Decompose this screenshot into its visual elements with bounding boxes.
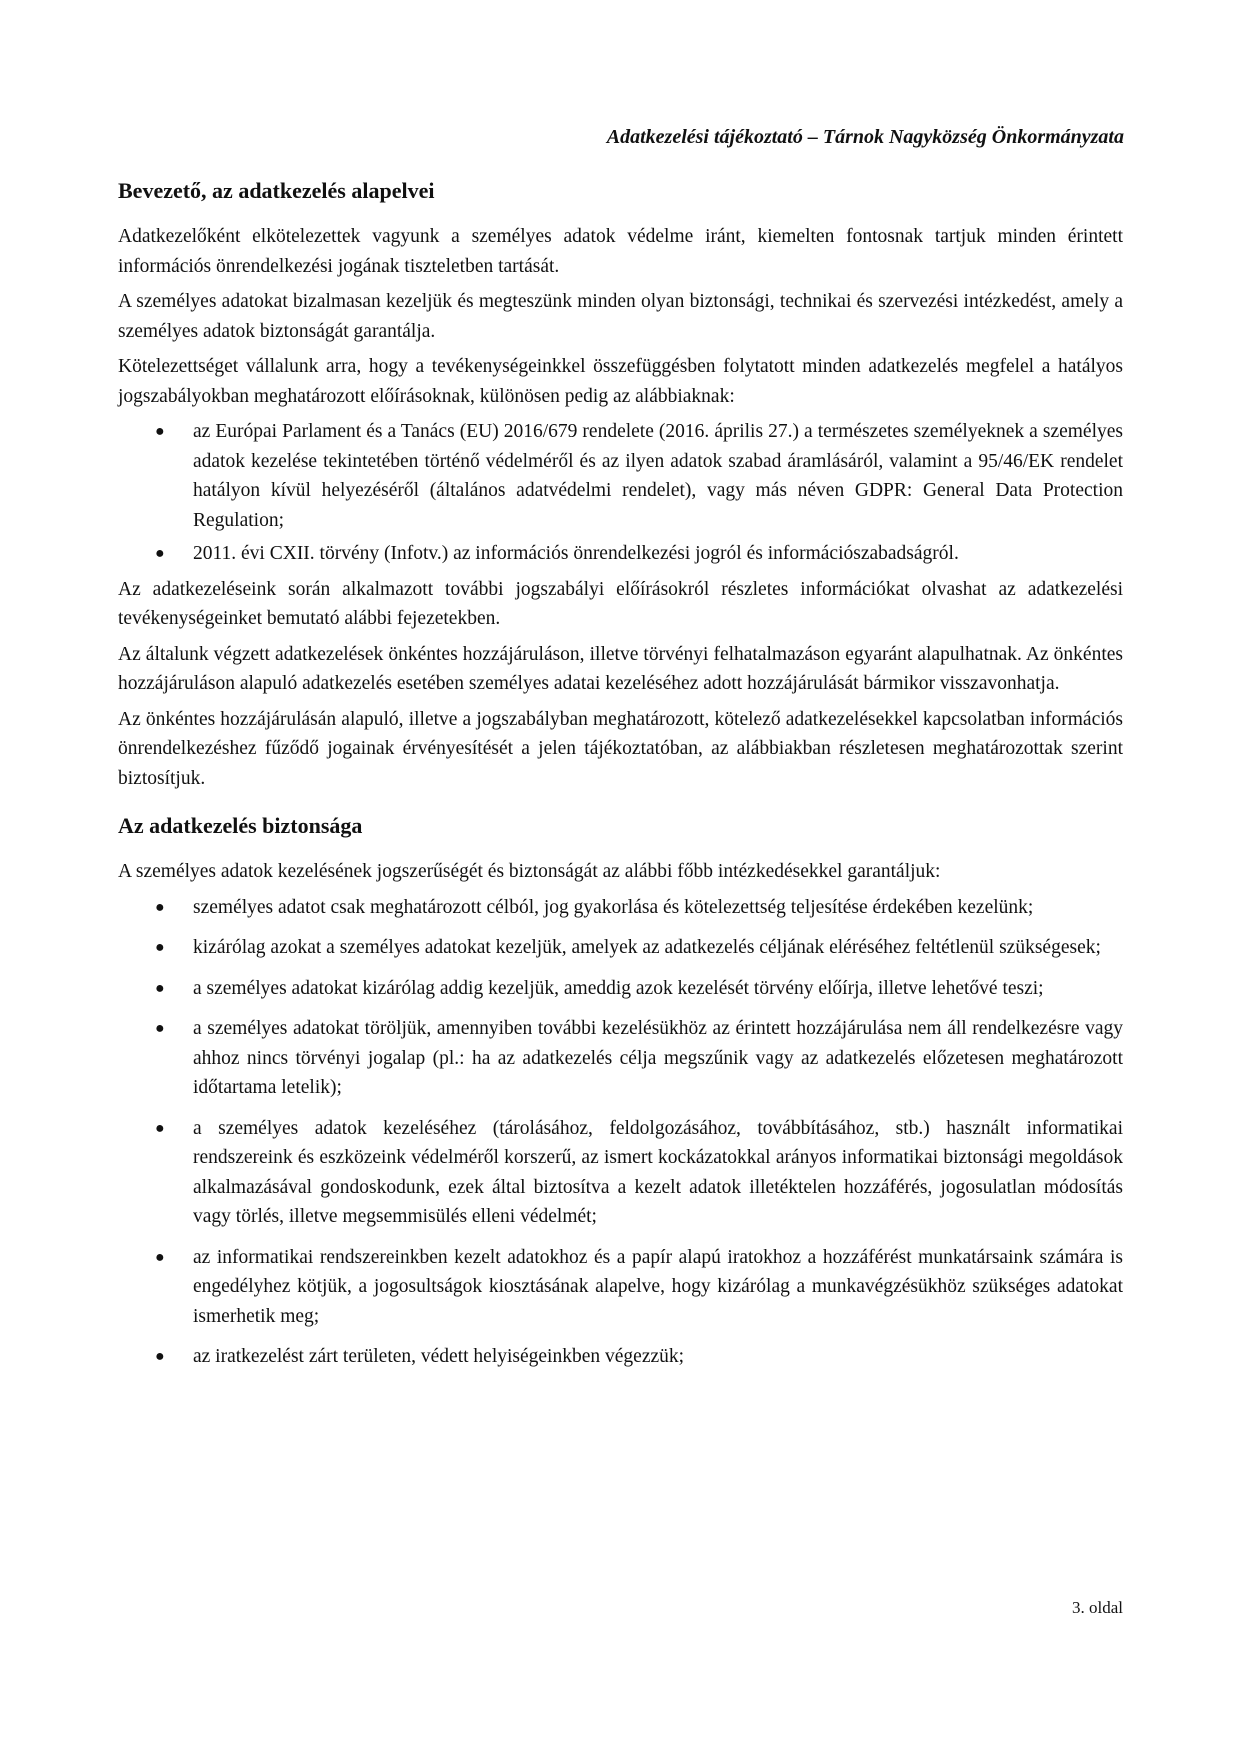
list-item: ● a személyes adatokat töröljük, amennyiben további kezelésükhöz az érintett hozzájárulása nem áll rendelkezésre vagy ahhoz nincs törvényi jogalap (pl.: ha az adatkezelés célja megszűnik vagy az adatkezelés előzetesen meghatározott időtartama letelik); bbox=[118, 1014, 1123, 1103]
security-measures-list bbox=[118, 893, 1123, 1372]
bullet-icon: ● bbox=[155, 898, 165, 916]
list-item: ● a személyes adatokat kizárólag addig kezeljük, ameddig azok kezelését törvény előírja, illetve lehetővé teszi; bbox=[118, 974, 1123, 1004]
list-item: ● 2011. évi CXII. törvény (Infotv.) az információs önrendelkezési jogról és információszabadságról. bbox=[118, 539, 1123, 569]
bullet-icon: ● bbox=[155, 939, 165, 956]
bullet-icon: ● bbox=[155, 979, 165, 997]
bullet-icon: ● bbox=[155, 1020, 165, 1037]
bullet-icon: ● bbox=[155, 545, 165, 562]
paragraph: Adatkezelőként elkötelezettek vagyunk a személyes adatok védelme iránt, kiemelten fontosnak tartjuk minden érintett információs önrendelkezési jogának tiszteletben tartását. bbox=[118, 226, 1123, 277]
list-item: ● az iratkezelést zárt területen, védett helyiségeinkben végezzük; bbox=[118, 1342, 1123, 1372]
paragraph: A személyes adatok kezelésének jogszerűségét és biztonságát az alábbi főbb intézkedésekkel garantáljuk: bbox=[118, 861, 941, 882]
paragraph: Az önkéntes hozzájárulásán alapuló, illetve a jogszabályban meghatározott, kötelező adatkezelésekkel kapcsolatban információs önrendelkezéshez fűződő jogainak érvényesítését a jelen tájékoztatóban, az alábbiakban részletesen meghatározottak szerint biztosítjuk. bbox=[118, 708, 1123, 789]
page-number: 3. oldal bbox=[1072, 1598, 1123, 1617]
list-item: ● az Európai Parlament és a Tanács (EU) 2016/679 rendelete (2016. április 27.) a természetes személyeknek a személyes adatok kezelése tekintetében történő védelméről és az ilyen adatok szabad áramlásáról, valamint a 95/46/EK rendelet hatályon kívül helyezéséről (általános adatvédelmi rendelet), vagy más néven GDPR: General Data Protection Regulation; bbox=[118, 417, 1123, 535]
bullet-icon: ● bbox=[155, 1248, 165, 1266]
document-body bbox=[118, 176, 1123, 1383]
bullet-icon: ● bbox=[155, 1119, 165, 1137]
paragraph: Kötelezettséget vállalunk arra, hogy a tevékenységeinkkel összefüggésben folytatott minden adatkezelés megfelel a hatályos jogszabályokban meghatározott előírásoknak, különösen pedig az alábbiaknak: bbox=[118, 356, 1123, 407]
legal-basis-list bbox=[118, 417, 1123, 569]
paragraph: Az adatkezeléseink során alkalmazott további jogszabályi előírásokról részletes információkat olvashat az adatkezelési tevékenységeinket bemutató alábbi fejezetekben. bbox=[118, 578, 1123, 629]
list-item: ● személyes adatot csak meghatározott célból, jog gyakorlása és kötelezettség teljesítése érdekében kezelünk; bbox=[118, 893, 1123, 923]
section-heading-security: Az adatkezelés biztonsága bbox=[118, 813, 363, 838]
list-item: ● a személyes adatok kezeléséhez (tárolásához, feldolgozásához, továbbításához, stb.) használt informatikai rendszereink és eszközeink védelméről korszerű, az ismert kockázatokkal arányos informatikai biztonsági megoldások alkalmazásával gondoskodunk, ezek által biztosítva a kezelt adatok illetéktelen hozzáférés, jogosulatlan módosítás vagy törlés, illetve megsemmisülés elleni védelmét; bbox=[118, 1114, 1123, 1232]
bullet-icon: ● bbox=[155, 423, 165, 440]
list-item: ● az informatikai rendszereinkben kezelt adatokhoz és a papír alapú iratokhoz a hozzáférést munkatársaink számára is engedélyhez kötjük, a jogosultságok kiosztásának alapelve, hogy kizárólag a munkavégzésükhöz szükséges adatokat ismerhetik meg; bbox=[118, 1243, 1123, 1332]
running-header: Adatkezelési tájékoztató – Tárnok Nagyközség Önkormányzata bbox=[606, 126, 1124, 148]
bullet-icon: ● bbox=[155, 1348, 165, 1365]
paragraph: A személyes adatokat bizalmasan kezeljük és megteszünk minden olyan biztonsági, technikai és szervezési intézkedést, amely a személyes adatok biztonságát garantálja. bbox=[118, 291, 1123, 342]
paragraph: Az általunk végzett adatkezelések önkéntes hozzájáruláson, illetve törvényi felhatalmazáson egyaránt alapulhatnak. Az önkéntes hozzájáruláson alapuló adatkezelés esetében személyes adatai kezeléséhez adott hozzájárulását bármikor visszavonhatja. bbox=[118, 643, 1123, 694]
list-item: ● kizárólag azokat a személyes adatokat kezeljük, amelyek az adatkezelés céljának eléréséhez feltétlenül szükségesek; bbox=[118, 933, 1123, 963]
section-heading-intro: Bevezető, az adatkezelés alapelvei bbox=[118, 178, 435, 203]
